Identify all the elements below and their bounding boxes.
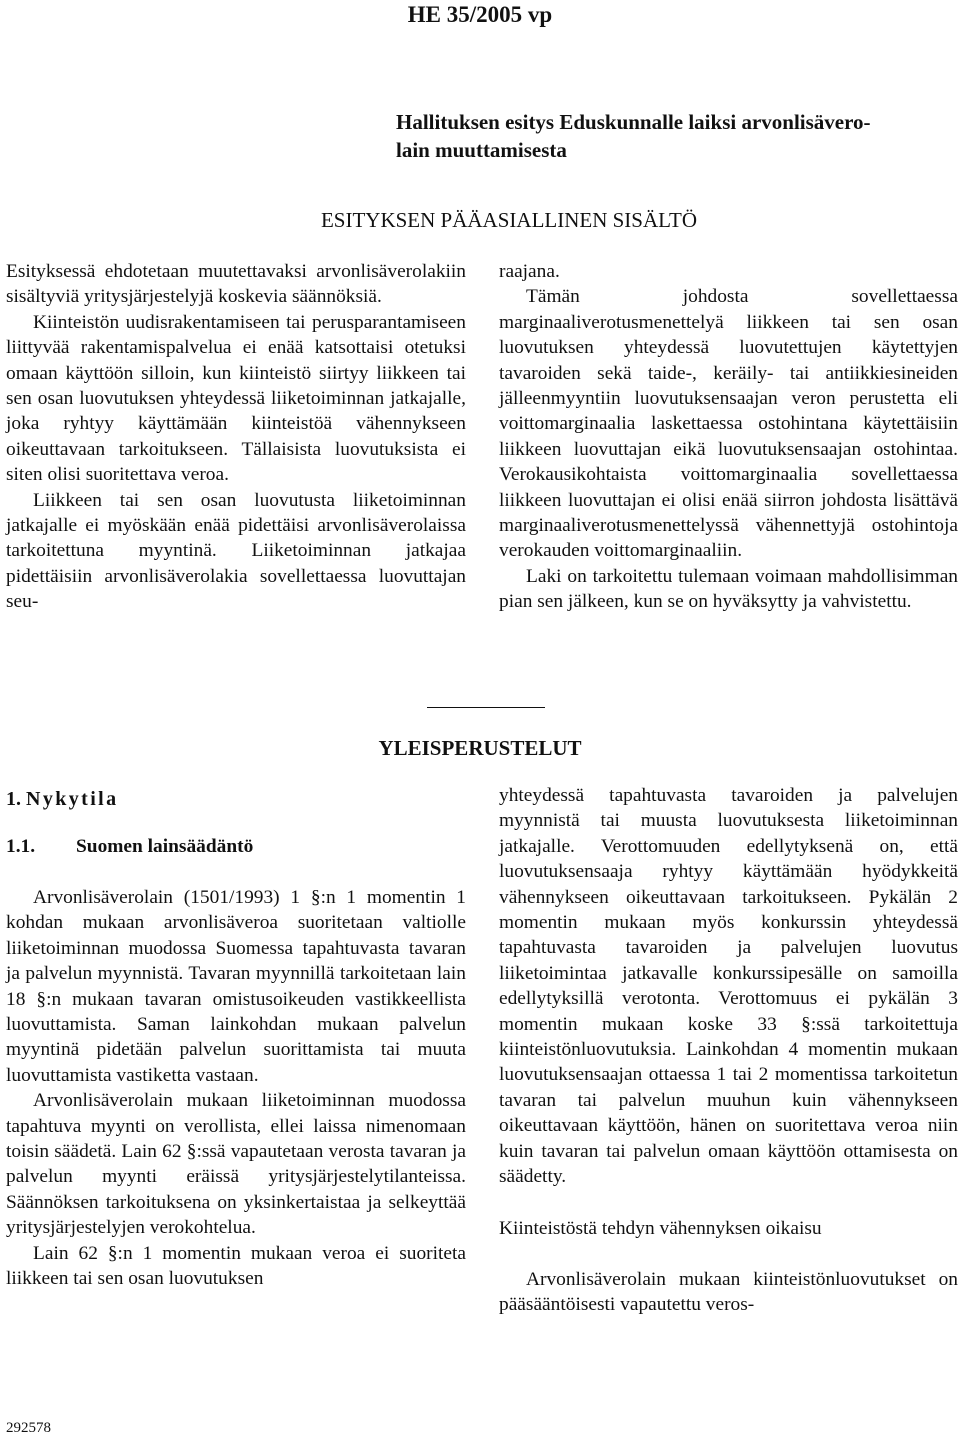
section-heading xyxy=(6,786,119,812)
body-paragraph: yhteydessä tapahtuvasta tavaroiden ja palvelujen myynnistä tai muusta luovutuksesta liiketoiminnan jatkajalle. Verottomuuden edellytyksenä on, että luovutuksensaaja ryhtyy käyttämään hyödykkeitä vähennykseen oikeuttavaan tarkoitukseen. Pykälän 2 momentin mukaan myös konkurssin yhteydessä tapahtuvasta tavaroiden ja palvelujen luovutus liiketoimintaa jatkavalle konkurssipesälle on samoilla edellytyksillä verotonta. Verottomuus ei pykälän 3 momentin mukaan koske 33 §:ssä tarkoitettuja kiinteistönluovutuksia. Lainkohdan 4 momentin mukaan luovutuksensaajan ottaessa 1 tai 2 momentissa tarkoitetun tavaran tai palvelun muuhun kuin vähennykseen oikeuttavaan käyttöön, hänen on suoritettava veroa niin kuin tavaran tai palvelun omaan käyttöön ottamisesta on säädetty. xyxy=(499,785,958,1188)
summary-heading: ESITYKSEN PÄÄASIALLINEN SISÄLTÖ xyxy=(320,208,698,232)
body-left-column xyxy=(6,885,466,1292)
summary-right-column xyxy=(499,259,958,615)
section-divider xyxy=(427,707,545,708)
subsection-title: Suomen lainsäädäntö xyxy=(76,836,254,857)
summary-paragraph: Liikkeen tai sen osan luovutusta liiketoiminnan jatkajalle ei myöskään enää pidettäisi arvonlisäverolaissa tarkoitettuna myyntinä. Liiketoiminnan jatkajaa pidettäisiin arvonlisäverolakia sovellettaessa luovuttajan seu- xyxy=(6,489,466,613)
section-title: Nykytila xyxy=(26,788,119,810)
summary-paragraph: Laki on tarkoitettu tulemaan voimaan mahdollisimman pian sen jälkeen, kun se on hyväksytty ja vahvistettu. xyxy=(499,565,958,613)
body-paragraph: Arvonlisäverolain mukaan liiketoiminnan muodossa tapahtuva myynti on verollista, ellei laissa nimenomaan toisin säädetä. Lain 62 §:ssä vapautetaan verosta tavaran ja palvelun myynti eräissä yritysjärjestelytilanteissa. Säännöksen tarkoituksena on yksinkertaistaa ja selkeyttää yritysjärjestelyjen verokohtelua. xyxy=(6,1090,466,1239)
body-paragraph: Arvonlisäverolain (1501/1993) 1 §:n 1 momentin 1 kohdan mukaan arvonlisäveroa suoritetaan valtiolle liiketoiminnan muodossa Suomessa tapahtuvasta tavaran ja palvelun myynnistä. Tavaran myynnillä tarkoitetaan lain 18 §:n mukaan tavaran omistusoikeuden vastikkeellista luovuttamista. Saman lainkohdan mukaan palvelun myyntinä pidetään palvelun suorittamista tai muuta luovuttamista vastiketta vastaan. xyxy=(6,887,466,1086)
document-title xyxy=(396,108,956,164)
body-paragraph: Arvonlisäverolain mukaan kiinteistönluovutukset on pääsääntöisesti vapautettu veros- xyxy=(499,1268,958,1316)
subsection-number: 1.1. xyxy=(6,836,36,857)
summary-left-column xyxy=(6,259,466,615)
summary-paragraph: Esityksessä ehdotetaan muutettavaksi arvonlisäverolakiin sisältyviä yritysjärjestelyjä koskevia säännöksiä. xyxy=(6,261,466,308)
document-title-line-1: Hallituksen esitys Eduskunnalle laiksi arvonlisävero- xyxy=(396,110,871,134)
document-identifier: HE 35/2005 vp xyxy=(407,2,553,27)
page-number: 292578 xyxy=(6,1420,51,1436)
subsection-subheading: Kiinteistöstä tehdyn vähennyksen oikaisu xyxy=(499,1217,822,1239)
document-title-line-2: lain muuttamisesta xyxy=(396,138,567,162)
summary-paragraph: raajana. xyxy=(499,261,560,282)
body-paragraph: Lain 62 §:n 1 momentin mukaan veroa ei suoriteta liikkeen tai sen osan luovutuksen xyxy=(6,1242,466,1290)
subsection-heading xyxy=(6,834,253,860)
section-number: 1. xyxy=(6,788,21,810)
body-right-column xyxy=(499,783,958,1318)
summary-paragraph: Tämän johdosta sovellettaessa marginaaliverotusmenettelyä liikkeen tai sen osan luovutuksen yhteydessä luovutettujen käytettyjen tavaroiden sekä taide-, keräily- tai antiikkiesineiden jälleenmyyntiin luovutuksensaajan veron perustetta eli voittomarginaalia laskettaessa ostohintana käytettäisiin liikkeen luovuttajan eikä luovutuksensaajan ostohintaa. Verokausikohtaista voittomarginaalia sovellettaessa liikkeen luovuttajan ei olisi enää siirron johdosta lisättävä marginaaliverotusmenettelyssä vähennettyjä ostohintoja verokauden voittomarginaaliin. xyxy=(499,286,958,562)
general-reasons-heading: YLEISPERUSTELUT xyxy=(378,736,582,760)
summary-paragraph: Kiinteistön uudisrakentamiseen tai perusparantamiseen liittyvää rakentamispalvelua ei enää katsottaisi otetuksi omaan käyttöön silloin, kun kiinteistö siirtyy liikkeen tai sen osan luovutuksen yhteydessä liiketoiminnan jatkajalle, joka ryhtyy käyttämään kiinteistöä vähennykseen oikeuttavaan tarkoitukseen. Tällaisista luovutuksista ei siten olisi suoritettava veroa. xyxy=(6,311,466,486)
